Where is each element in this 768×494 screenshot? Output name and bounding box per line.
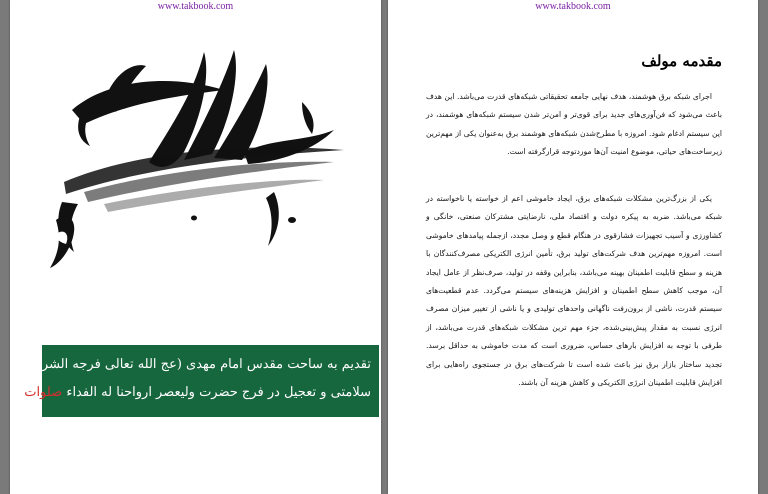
dedication-box <box>19 345 379 417</box>
dedication-line-1: تقدیم به ساحت مقدس امام مهدی (عج الله تعالی فرجه الشریف) <box>19 357 371 372</box>
preface-title: مقدمه مولف <box>641 52 722 70</box>
dedication-line-2-main: سلامتی و تعجیل در فرج حضرت ولیعصر ارواحنا له الفداء <box>62 385 371 400</box>
dedication-line-2 <box>24 379 371 407</box>
paragraph: اجرای شبکه برق هوشمند، هدف نهایی جامعه تحقیقاتی شبکه‌های قدرت می‌باشد. این هدف باعث می‌شود که فن‌آوری‌های جدید برای قوی‌تر و امن‌تر شدن سیستم شبکه‌های هوشمند، در این سیستم ادغام شود. امروزه با مطرح‌شدن شبکه‌های هوشمند برق به‌عنوان یکی از مهم‌ترین زیرساخت‌های حیاتی، موضوع امنیت آن‌ها موردتوجه قرارگرفته است. <box>426 92 722 157</box>
site-url-right[interactable]: www.takbook.com <box>535 1 611 12</box>
left-page <box>10 0 381 494</box>
bismillah-calligraphy-image <box>44 42 344 272</box>
site-url-left[interactable]: www.takbook.com <box>157 1 234 12</box>
dedication-salavat-highlight: صلوات <box>24 385 63 400</box>
paragraph: یکی از بزرگ‌ترین مشکلات شبکه‌های برق، ایجاد خاموشی اعم از خواسته یا ناخواسته در شبکه می‌باشد. ضربه به پیکره دولت و اقتصاد ملی، نارضایتی مشترکان صنعتی، خانگی و کشاورزی و آسیب تجهیزات فشارقوی در هنگام قطع و وصل مجدد، ازجمله پیامدهای خاموشی است. امروزه مهم‌ترین هدف شرکت‌های تولید برق، تأمین انرژی الکتریکی مصرف‌کنندگان با هزینه و سطح قابلیت اطمینان بهینه می‌باشد، بنابراین وقفه در تولید، صرف‌نظر از عامل ایجاد آن، موجب کاهش سطح اطمینان و افزایش هزینه‌های سیستم می‌گردد. عدم قطعیت‌های سیستم قدرت، ناشی از برون‌رفت ناگهانی واحدهای تولیدی و یا ناشی از تغییر میزان مصرف انرژی نسبت به مقدار پیش‌بینی‌شده، جزء مهم ترین مشکلات شبکه‌های قدرت می‌باشد، از طرفی با توجه به افزایش بارهای حساس، ضروری است که مدت خاموشی به حداقل برسد. تجدید ساختار بازار برق نیز باعث شده است تا شرکت‌های برق در جستجوی راه‌هایی برای افزایش قابلیت اطمینان انرژی الکتریکی و کاهش هزینه آن باشند. <box>426 194 722 388</box>
right-page <box>388 0 758 494</box>
